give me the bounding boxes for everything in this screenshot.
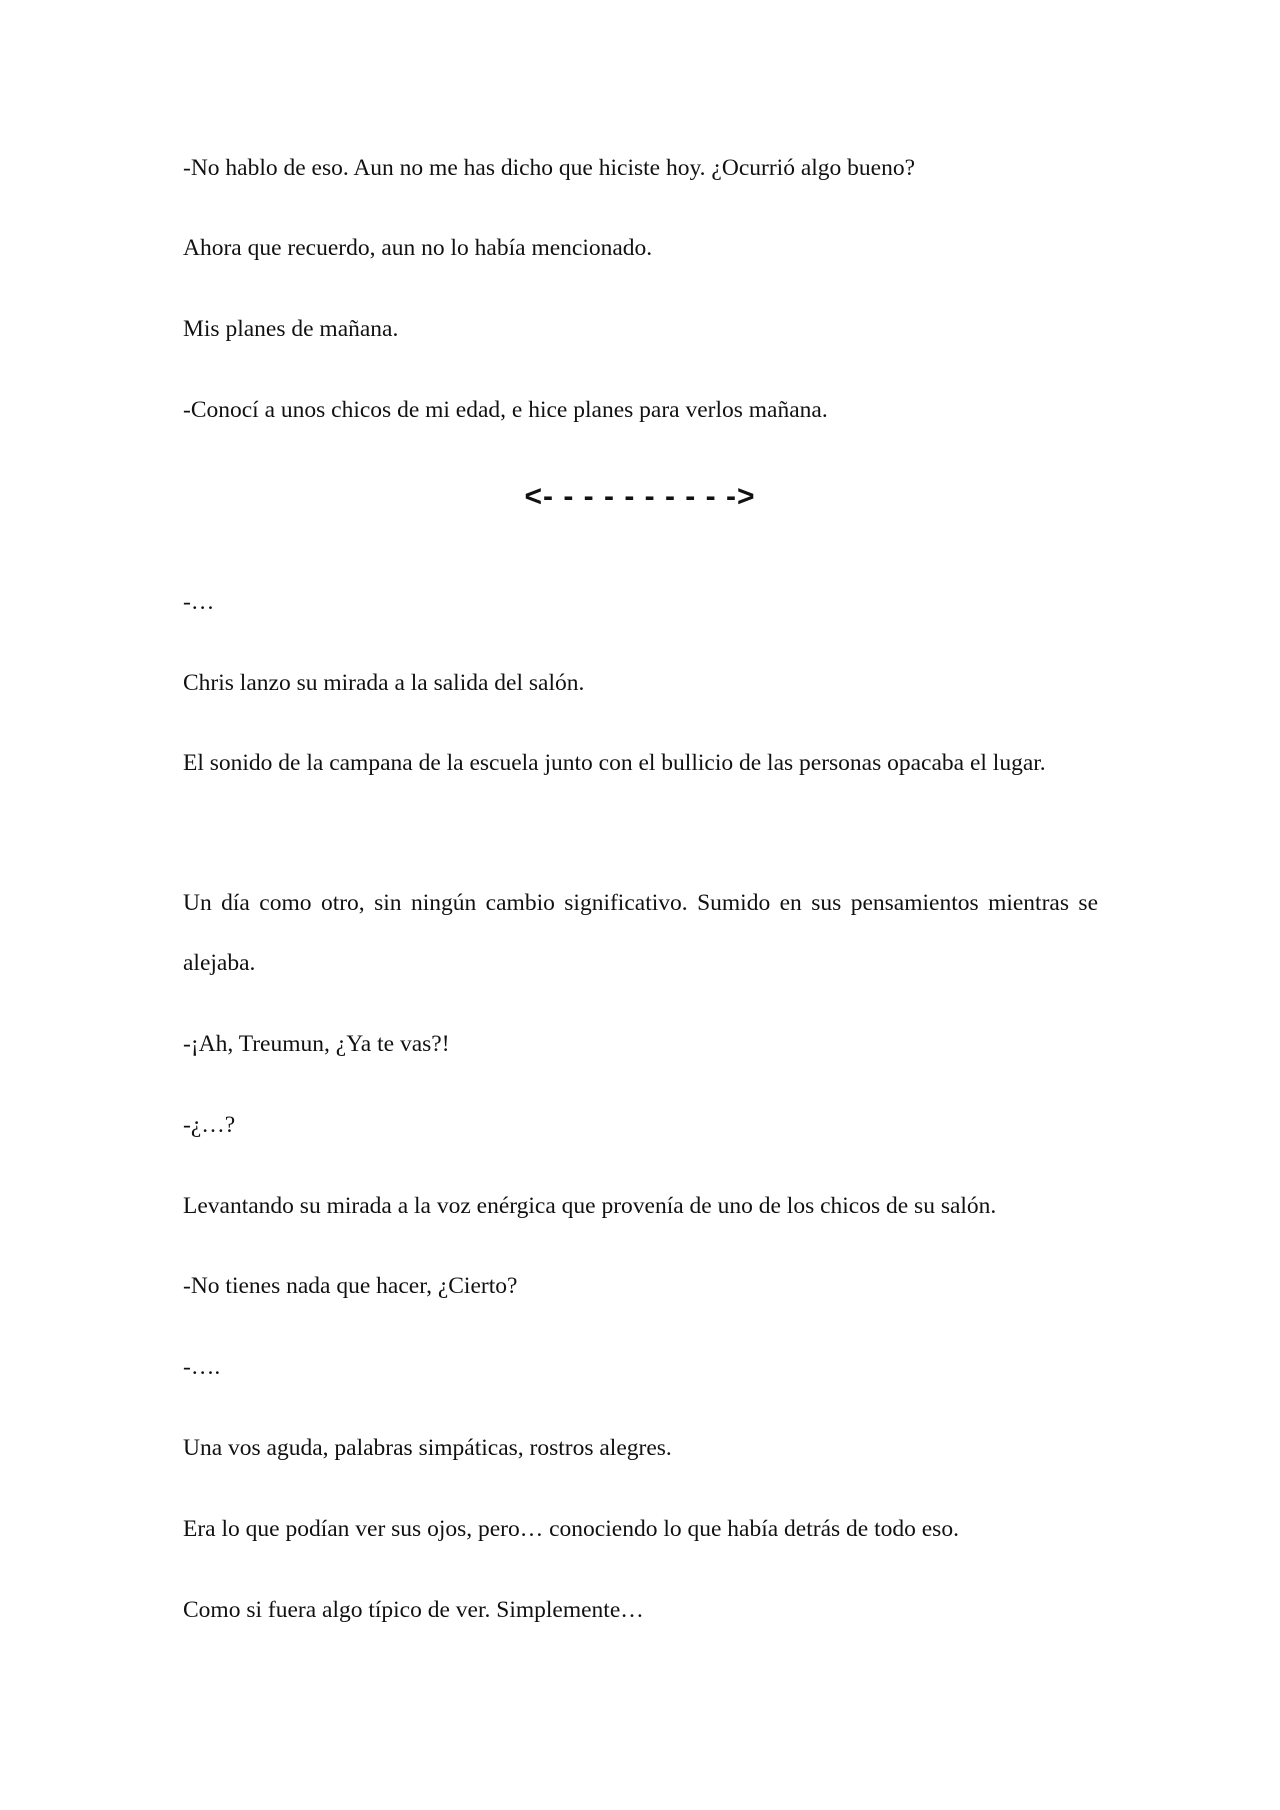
paragraph-13: -…. — [183, 1354, 221, 1380]
paragraph-7: El sonido de la campana de la escuela junto con el bullicio de las personas opacaba el lugar. — [183, 750, 1046, 776]
paragraph-6: Chris lanzo su mirada a la salida del salón. — [183, 670, 585, 696]
paragraph-10: -¿…? — [183, 1112, 236, 1138]
paragraph-16: Como si fuera algo típico de ver. Simplemente… — [183, 1597, 644, 1623]
paragraph-8: Un día como otro, sin ningún cambio significativo. Sumido en sus pensamientos mientras se alejaba. — [183, 890, 1098, 976]
paragraph-3: Mis planes de mañana. — [183, 316, 399, 342]
paragraph-4: -Conocí a unos chicos de mi edad, e hice planes para verlos mañana. — [183, 397, 828, 423]
paragraph-12: -No tienes nada que hacer, ¿Cierto? — [183, 1273, 518, 1299]
paragraph-15: Era lo que podían ver sus ojos, pero… conociendo lo que había detrás de todo eso. — [183, 1516, 959, 1542]
paragraph-1: -No hablo de eso. Aun no me has dicho que hiciste hoy. ¿Ocurrió algo bueno? — [183, 155, 916, 181]
paragraph-14: Una vos aguda, palabras simpáticas, rostros alegres. — [183, 1435, 672, 1461]
paragraph-5: -… — [183, 589, 215, 615]
paragraph-11: Levantando su mirada a la voz enérgica que provenía de uno de los chicos de su salón. — [183, 1193, 997, 1219]
paragraph-2: Ahora que recuerdo, aun no lo había mencionado. — [183, 235, 653, 261]
paragraph-9: -¡Ah, Treumun, ¿Ya te vas?! — [183, 1031, 450, 1057]
scene-separator: <- - - - - - - - - -> — [524, 480, 756, 513]
